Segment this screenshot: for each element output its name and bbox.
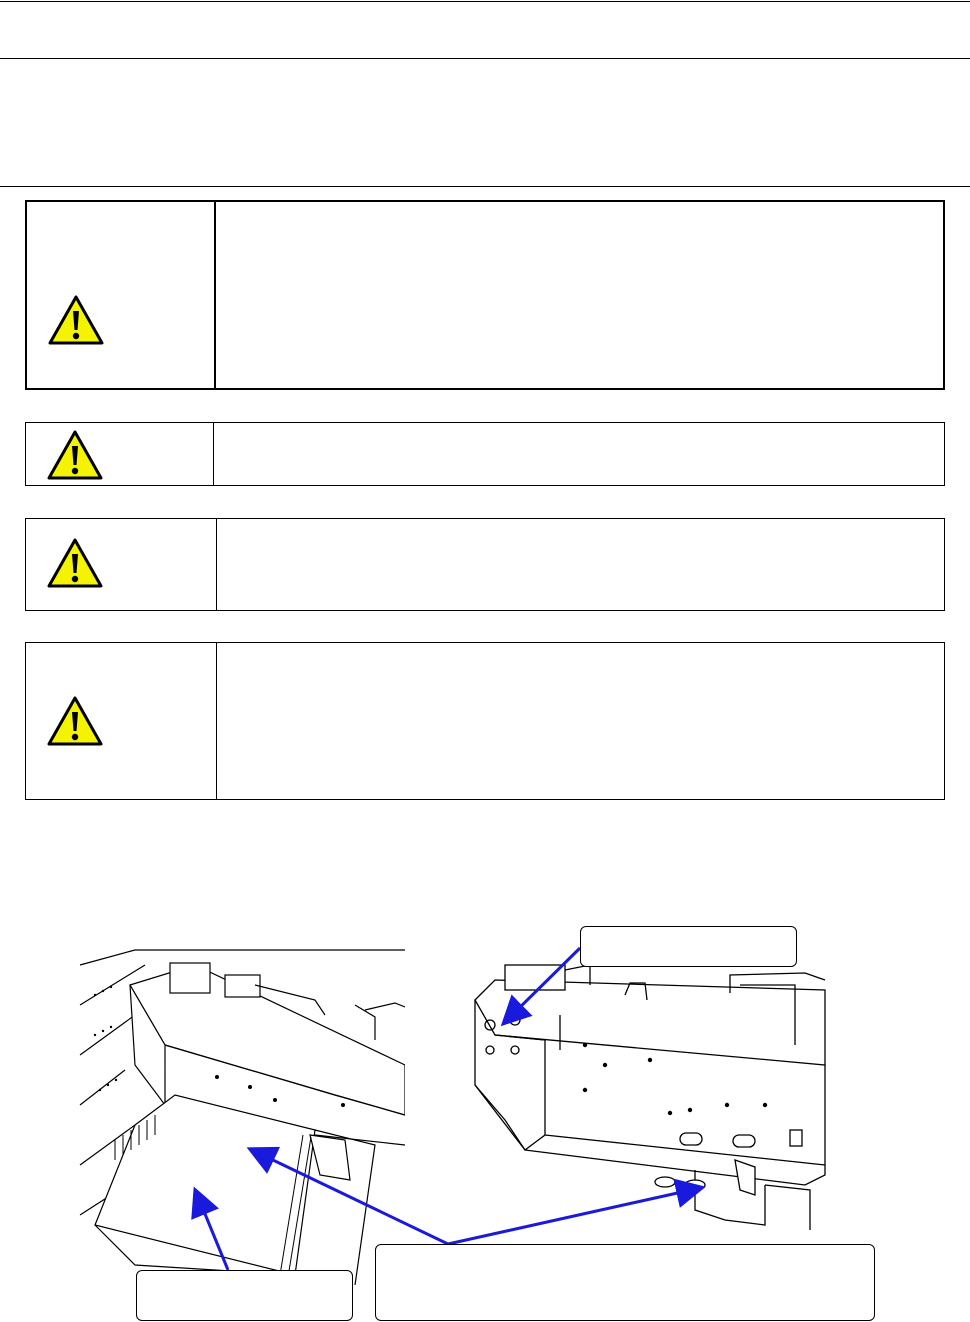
arrow-center-to-right xyxy=(448,1188,700,1244)
callout-bottom-center xyxy=(375,1244,875,1321)
arrow-top-right xyxy=(505,948,580,1022)
callout-bottom-left xyxy=(136,1270,353,1321)
arrow-bottom-left xyxy=(196,1192,228,1270)
arrow-center-to-left xyxy=(252,1150,448,1244)
callout-top-right xyxy=(580,926,797,967)
